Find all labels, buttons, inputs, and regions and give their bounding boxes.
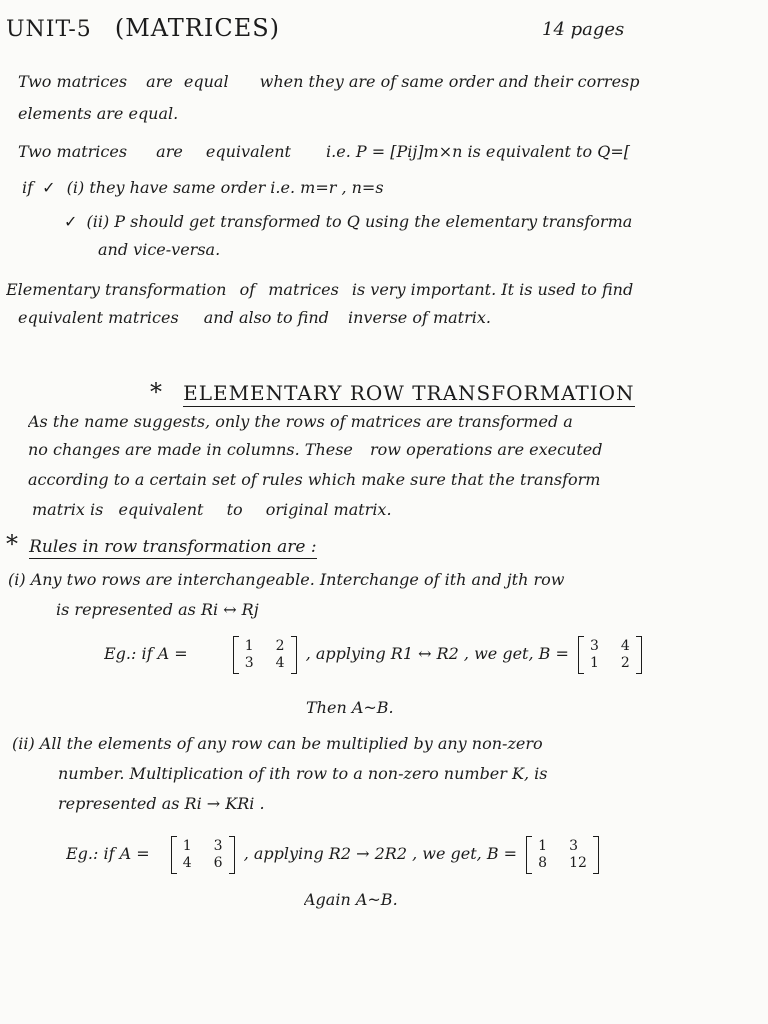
- example-1-conclusion: [306, 698, 768, 718]
- section-title: ELEMENTARY ROW TRANSFORMATION: [183, 381, 635, 405]
- matrix-b-1: 3 4 1 2: [578, 636, 642, 674]
- rule-2-text: (ii) All the elements of any row can be multiplied by any non-zero: [12, 734, 543, 753]
- text-line-1: [18, 72, 768, 92]
- word-if: if: [22, 178, 34, 197]
- rule-1-text: (i) Any two rows are interchangeable. Interchange of ith and jth row: [8, 570, 565, 589]
- paragraph-line-1: [28, 412, 768, 432]
- term-row-operations: row operations are executed: [370, 440, 603, 459]
- rules-heading: [6, 532, 768, 559]
- word-of: of: [239, 280, 256, 299]
- rule-2-notation: represented as Ri → KRi .: [58, 794, 265, 813]
- paragraph-line-3: [28, 470, 768, 490]
- rule-2-line-2: [58, 764, 768, 784]
- text-fragment: no changes are made in columns. These: [28, 440, 353, 459]
- page-title: (MATRICES): [114, 18, 281, 41]
- example-2: [66, 832, 768, 880]
- check-mark-icon: ✓: [64, 212, 78, 231]
- example-label: Eg.: if A =: [104, 644, 188, 663]
- text-line-7: [6, 280, 768, 300]
- text-line-8: [18, 308, 768, 328]
- text-fragment: when they are of same order and their corresp: [259, 72, 640, 91]
- term-inverse-of-matrix: inverse of matrix.: [347, 308, 491, 327]
- rule-2-line-1: [12, 734, 768, 754]
- section-heading: [150, 378, 768, 409]
- term-equal: equal: [183, 72, 229, 91]
- example-text: , applying R2 → 2R2 , we get, B =: [243, 844, 518, 863]
- term-matrices: matrices: [268, 280, 339, 299]
- rule-1-line-2: [56, 600, 768, 620]
- text-fragment: and also to find: [203, 308, 329, 327]
- text-line-6: [98, 240, 768, 260]
- term-elementary-transformation: Elementary transformation: [6, 280, 227, 299]
- term-two-matrices: Two matrices: [18, 142, 128, 161]
- word-to: to: [226, 500, 243, 519]
- text-fragment: As the name suggests, only the rows of matrices are transformed a: [28, 412, 573, 431]
- text-line-3: [18, 142, 768, 162]
- rules-title: Rules in row transformation are :: [29, 537, 317, 557]
- asterisk-icon: *: [6, 532, 18, 558]
- text-fragment: according to a certain set of rules which make sure that the transform: [28, 470, 601, 489]
- example-text: , applying R1 ↔ R2 , we get, B =: [305, 644, 569, 663]
- rule-1-line-1: [8, 570, 768, 590]
- text-fragment: Again A~B.: [304, 890, 398, 909]
- check-mark-icon: ✓: [42, 178, 56, 197]
- term-equivalent-matrices: equivalent matrices: [18, 308, 179, 327]
- term-equivalent: equivalent: [205, 142, 291, 161]
- text-fragment: i.e. P = [Pij]m×n is equivalent to Q=[: [326, 142, 630, 161]
- text-fragment: (ii) P should get transformed to Q using the elementary transforma: [86, 212, 633, 231]
- matrix-a-2: 1 3 4 6: [171, 836, 235, 874]
- text-line-4: [22, 178, 768, 198]
- text-line-5: [64, 212, 768, 232]
- paragraph-line-4: [32, 500, 768, 520]
- matrix-a-1: 1 2 3 4: [233, 636, 297, 674]
- title-row: [6, 18, 768, 41]
- text-fragment: Then A~B.: [306, 698, 394, 717]
- text-fragment: and vice-versa.: [98, 240, 221, 259]
- term-equivalent: equivalent: [118, 500, 204, 519]
- page-count: 14 pages: [542, 19, 625, 40]
- text-line-2: [18, 104, 768, 124]
- asterisk-icon: *: [150, 378, 162, 406]
- paragraph-line-2: [28, 440, 768, 460]
- word-are: are: [156, 142, 183, 161]
- example-2-conclusion: [304, 890, 768, 910]
- example-1: [104, 632, 768, 680]
- text-fragment: is very important. It is used to find: [351, 280, 634, 299]
- text-fragment: elements are equal.: [18, 104, 179, 123]
- rule-2-line-3: [58, 794, 768, 814]
- word-are: are: [146, 72, 173, 91]
- rule-2-text: number. Multiplication of ith row to a non-zero number K, is: [58, 764, 548, 783]
- term-two-matrices: Two matrices: [18, 72, 128, 91]
- text-fragment: matrix is: [32, 500, 104, 519]
- unit-label: UNIT-5: [6, 18, 92, 41]
- term-original-matrix: original matrix.: [265, 500, 392, 519]
- rule-1-notation: is represented as Ri ↔ Rj: [56, 600, 259, 619]
- example-label: Eg.: if A =: [66, 844, 150, 863]
- text-fragment: (i) they have same order i.e. m=r , n=s: [66, 178, 384, 197]
- matrix-b-2: 1 3 8 12: [526, 836, 599, 874]
